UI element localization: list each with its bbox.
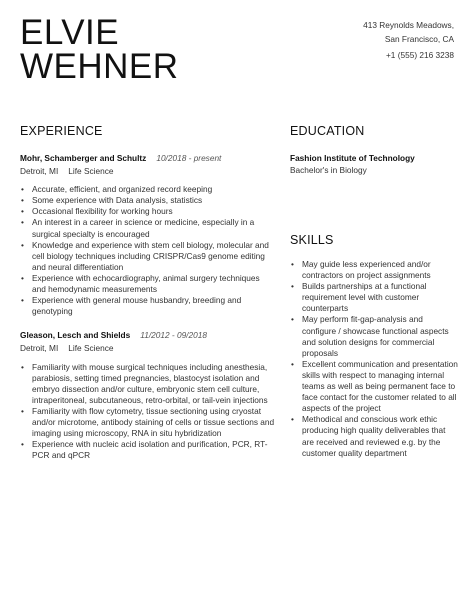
address-line-2: San Francisco, CA [384, 34, 454, 44]
experience-section [20, 153, 275, 461]
education-heading: EDUCATION [290, 124, 365, 138]
job-entry [20, 153, 275, 317]
bullet-item: • Knowledge and experience with stem cell biology, molecular and cell biology techniques including CRISPR/Cas9 genome editing and neural differentiation [20, 240, 275, 273]
company-name: Gleason, Lesch and Shields [20, 330, 131, 341]
skill-item: • Methodical and conscious work ethic producing high quality deliverables that are received and reviewed e.g. by the customer quality department [290, 414, 458, 458]
job-industry: Life Science [68, 343, 114, 354]
skill-item: • May guide less experienced and/or contractors on project assignments [290, 259, 458, 281]
bullet-item: • An interest in a career in science or medicine, especially in a surgical specialty is encouraged [20, 217, 275, 239]
bullet-item: • Experience with echocardiography, animal surgery techniques and hemodynamic measurements [20, 273, 275, 295]
bullet-item: • Some experience with Data analysis, statistics [20, 195, 275, 206]
education-section [290, 153, 460, 176]
address-line-1: 413 Reynolds Meadows, [363, 20, 454, 30]
job-bullets [20, 184, 275, 317]
job-bullets [20, 362, 275, 462]
bullet-item: • Occasional flexibility for working hours [20, 206, 275, 217]
bullet-item: • Familiarity with mouse surgical techniques including anesthesia, parabiosis, setting timed pregnancies, blastocyst isolation and embryo dissection and/or culture, embryonic stem cell culture, intraperitoneal, subcutaneous, retro-orbital, or tail-vein injections [20, 362, 275, 406]
degree: Bachelor's in Biology [290, 165, 367, 176]
skill-item: • Builds partnerships at a functional requirement level with customer counterparts [290, 281, 458, 314]
skill-item: • May perform fit-gap-analysis and configure / showcase functional aspects and solution designs for commercial proposals [290, 314, 458, 358]
skills-section [290, 259, 458, 459]
candidate-name [20, 13, 179, 86]
job-dates: 11/2012 - 09/2018 [140, 330, 207, 341]
first-name: ELVIE [20, 13, 120, 52]
skills-list [290, 259, 458, 459]
job-location: Detroit, MI [20, 166, 59, 177]
job-industry: Life Science [68, 166, 114, 177]
last-name: WEHNER [20, 47, 179, 86]
bullet-item: • Accurate, efficient, and organized record keeping [20, 184, 275, 195]
bullet-item: • Experience with nucleic acid isolation and purification, PCR, RT-PCR and qPCR [20, 439, 275, 461]
skills-heading: SKILLS [290, 233, 334, 247]
job-dates: 10/2018 - present [156, 153, 222, 163]
company-name: Mohr, Schamberger and Schultz [20, 153, 147, 163]
contact-info [363, 18, 454, 62]
job-location: Detroit, MI [20, 343, 59, 354]
school-name: Fashion Institute of Technology [290, 153, 415, 163]
bullet-item: • Experience with general mouse husbandry, breeding and genotyping [20, 295, 275, 317]
skill-item: • Excellent communication and presentation skills with respect to managing internal teams as well as being permanent face to face contact for the customer related to all aspects of the project [290, 359, 458, 414]
phone-number: +1 (555) 216 3238 [385, 50, 454, 60]
bullet-item: • Familiarity with flow cytometry, tissue sectioning using cryostat and/or microtome, antibody staining of cells or tissue sections and imaging using microscopy, RNA in situ hybridization [20, 406, 275, 439]
experience-heading: EXPERIENCE [20, 124, 103, 138]
job-entry [20, 330, 275, 461]
